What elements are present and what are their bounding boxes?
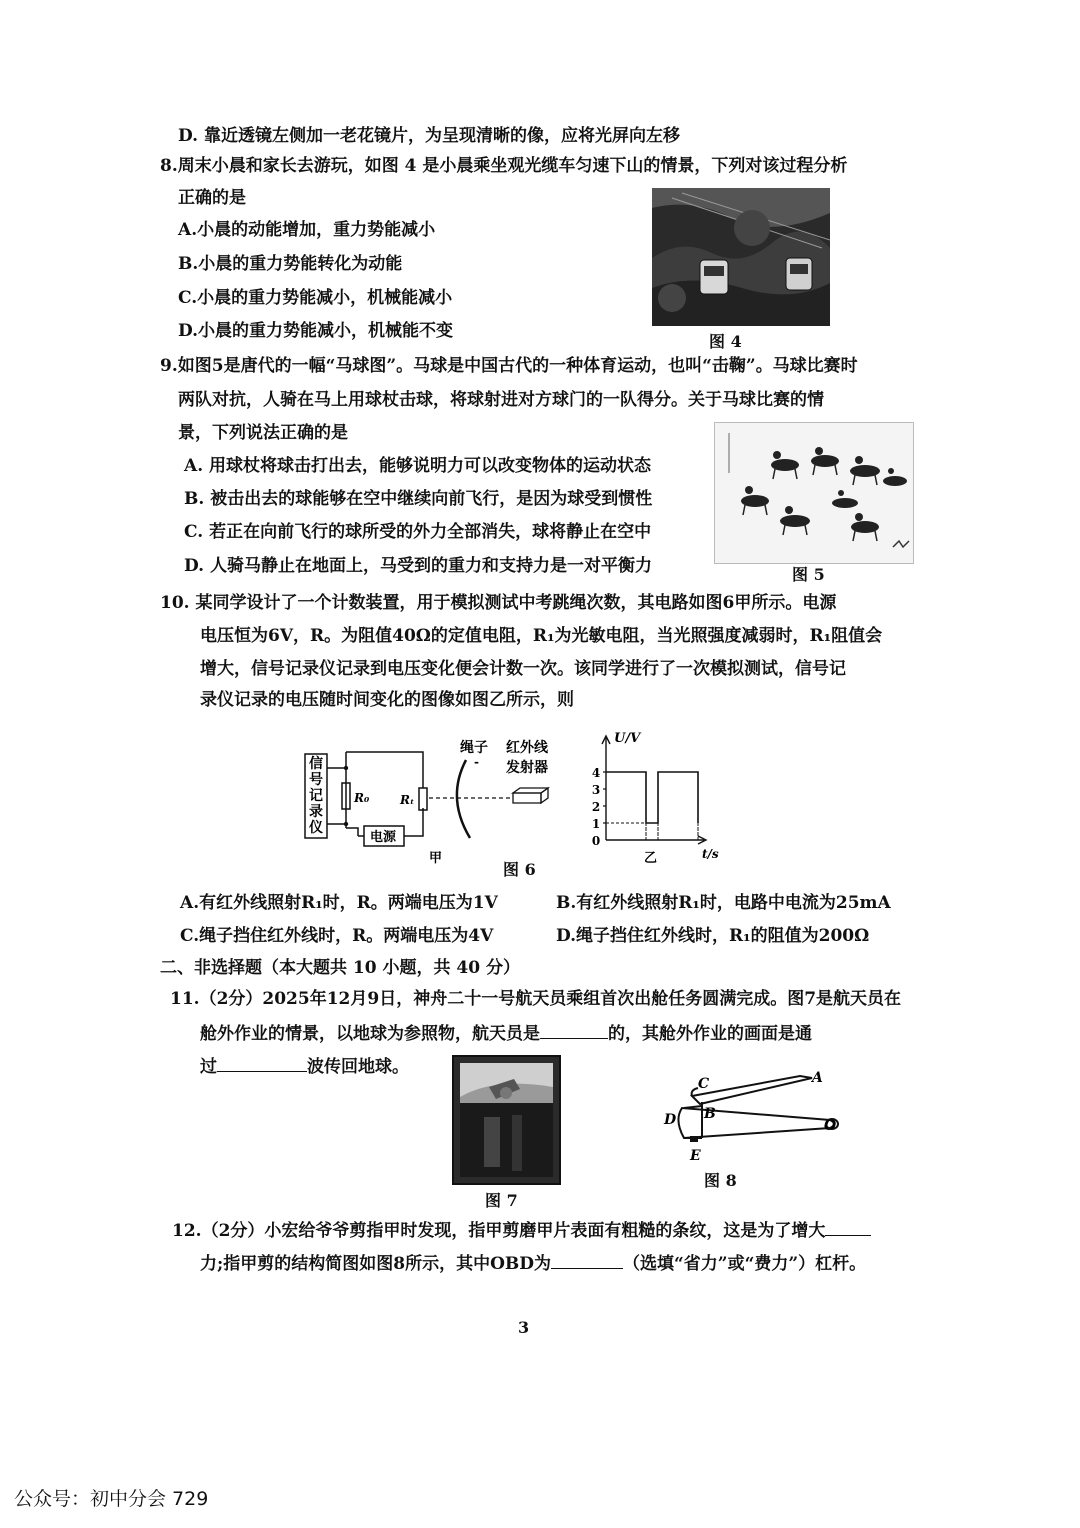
- q10-option-b: B.有红外线照射R₁时，电路中电流为25mA: [556, 893, 891, 913]
- r0-label: R₀: [354, 791, 370, 805]
- figure-4-caption: 图 4: [709, 332, 742, 351]
- q7-option-d: D. 靠近透镜左侧加一老花镜片，为呈现清晰的像，应将光屏向左移: [178, 126, 680, 146]
- q12-stem-line2: [200, 1254, 866, 1273]
- lever-arm: [692, 1076, 812, 1104]
- q11-line3-part2: 波传回地球。: [307, 1057, 409, 1077]
- q8-option-b: B.小晨的重力势能转化为动能: [178, 254, 403, 274]
- rope-label: 绳子: [460, 740, 488, 756]
- fig8-label-b: B: [704, 1106, 716, 1122]
- q12-line1-part1: 12.（2分）小宏给爷爷剪指甲时发现，指甲剪磨甲片表面有粗糙的条纹，这是为了增大: [172, 1221, 826, 1241]
- figure-5-caption: 图 5: [792, 565, 825, 584]
- q9-option-b: B. 被击出去的球能够在空中继续向前飞行，是因为球受到惯性: [184, 489, 653, 509]
- astronaut-illustration: [454, 1057, 559, 1183]
- rope-mark: -: [474, 755, 479, 769]
- footer-watermark: 公众号：初中分会 729: [14, 1488, 209, 1510]
- q9-option-d: D. 人骑马静止在地面上，马受到的重力和支持力是一对平衡力: [184, 556, 652, 576]
- figure-5-polo-painting: [714, 422, 914, 564]
- section-2-heading: 二、非选择题（本大题共 10 小题，共 40 分）: [160, 958, 520, 978]
- q10-stem-line3: 增大，信号记录仪记录到电压变化便会计数一次。该同学进行了一次模拟测试，信号记: [200, 659, 846, 679]
- figure-8-nail-clipper: [650, 1068, 840, 1168]
- q11-line2-part1: 舱外作业的情景，以地球为参照物，航天员是: [200, 1024, 540, 1044]
- q10-stem-line1: 10. 某同学设计了一个计数装置，用于模拟测试中考跳绳次数，其电路如图6甲所示。电源: [160, 593, 837, 613]
- cable-car-illustration: [652, 188, 830, 326]
- polo-horses-illustration: [715, 423, 913, 563]
- figure-7-caption: 图 7: [485, 1191, 518, 1210]
- x-axis-label: t/s: [702, 847, 719, 861]
- q11-line2-part2: 的，其舱外作业的画面是通: [608, 1024, 812, 1044]
- q11-line3-part1: 过: [200, 1057, 217, 1077]
- q9-option-c: C. 若正在向前飞行的球所受的外力全部消失，球将静止在空中: [184, 522, 652, 542]
- q11-stem-line1: 11.（2分）2025年12月9日，神舟二十一号航天员乘组首次出舱任务圆满完成。图7是航天员在: [170, 989, 902, 1009]
- recorder-char: 记: [309, 788, 323, 804]
- fig8-label-c: C: [698, 1076, 710, 1092]
- junction-dot: [344, 766, 348, 770]
- recorder-char: 号: [309, 772, 323, 788]
- power-source-label: 电源: [370, 830, 397, 845]
- blade-e: [690, 1136, 698, 1142]
- y-tick-label: 3: [591, 783, 601, 797]
- y-tick-label: 0: [591, 834, 601, 848]
- q12-blank-1[interactable]: [825, 1221, 871, 1236]
- y-tick-label: 2: [591, 800, 601, 814]
- fig8-label-a: A: [812, 1070, 823, 1086]
- q9-option-a: A. 用球杖将球击打出去，能够说明力可以改变物体的运动状态: [184, 456, 652, 476]
- q11-blank-2[interactable]: [217, 1057, 307, 1072]
- y-tick-label: 4: [591, 766, 601, 780]
- emitter-box-side: [541, 788, 548, 803]
- fig8-label-e: E: [690, 1148, 701, 1164]
- q8-option-d: D.小晨的重力势能减小，机械能不变: [178, 321, 454, 341]
- q9-stem-line2: 两队对抗，人骑在马上用球杖击球，将球射进对方球门的一队得分。关于马球比赛的情: [178, 390, 824, 410]
- figure-6-circuit: [298, 738, 563, 868]
- figure-6-yi-label: 乙: [644, 851, 658, 866]
- y-axis-label: U/V: [614, 731, 641, 746]
- rt-label: Rₜ: [400, 793, 415, 807]
- q8-stem-line2: 正确的是: [178, 188, 246, 208]
- figure-8-caption: 图 8: [704, 1171, 737, 1190]
- series-line-U: [606, 772, 698, 823]
- q9-stem-line3: 景，下列说法正确的是: [178, 423, 348, 443]
- q10-option-c: C.绳子挡住红外线时，R。两端电压为4V: [180, 926, 494, 946]
- q9-stem-line1: 9.如图5是唐代的一幅“马球图”。马球是中国古代的一种体育运动，也叫“击鞠”。马球比赛时: [160, 356, 858, 376]
- recorder-char: 仪: [309, 820, 323, 836]
- figure-6-jia-label: 甲: [429, 851, 443, 866]
- page-number: 3: [518, 1318, 530, 1337]
- q10-option-a: A.有红外线照射R₁时，R。两端电压为1V: [180, 893, 498, 913]
- figure-6-caption: 图 6: [503, 860, 536, 879]
- rope-arc: [457, 760, 470, 838]
- q10-stem-line4: 录仪记录的电压随时间变化的图像如图乙所示，则: [200, 690, 574, 710]
- q12-blank-2[interactable]: [551, 1254, 623, 1269]
- recorder-char: 录: [309, 804, 323, 820]
- q10-option-d: D.绳子挡住红外线时，R₁的阻值为200Ω: [556, 926, 870, 946]
- figure-7-astronaut-photo: [452, 1055, 561, 1185]
- figure-4-photo: [652, 188, 830, 326]
- emitter-box-front: [513, 793, 541, 803]
- emitter-label-2: 发射器: [506, 760, 548, 776]
- q10-stem-line2: 电压恒为6V，R。为阻值40Ω的定值电阻，R₁为光敏电阻，当光照强度减弱时，R₁阻值会: [200, 626, 883, 646]
- figure-6-voltage-chart: [588, 728, 738, 866]
- y-tick-label: 1: [591, 817, 601, 831]
- q12-line2-part1: 力;指甲剪的结构简图如图8所示，其中OBD为: [200, 1254, 552, 1274]
- q8-stem-line1: 8.周末小晨和家长去游玩，如图 4 是小晨乘坐观光缆车匀速下山的情景，下列对该过程分析: [160, 156, 848, 176]
- fig8-label-o: O: [824, 1118, 837, 1134]
- q8-option-a: A.小晨的动能增加，重力势能减小: [178, 220, 436, 240]
- q11-stem-line2: [200, 1024, 812, 1043]
- q8-option-c: C.小晨的重力势能减小，机械能减小: [178, 288, 453, 308]
- fig8-label-d: D: [664, 1112, 677, 1128]
- q12-stem-line1: [172, 1221, 871, 1240]
- q12-line2-part2: （选填“省力”或“费力”）杠杆。: [623, 1254, 867, 1274]
- q11-blank-1[interactable]: [540, 1024, 608, 1039]
- junction-dot: [344, 822, 348, 826]
- q11-stem-line3: [200, 1057, 409, 1076]
- emitter-label-1: 红外线: [506, 740, 548, 756]
- recorder-char: 信: [309, 756, 323, 772]
